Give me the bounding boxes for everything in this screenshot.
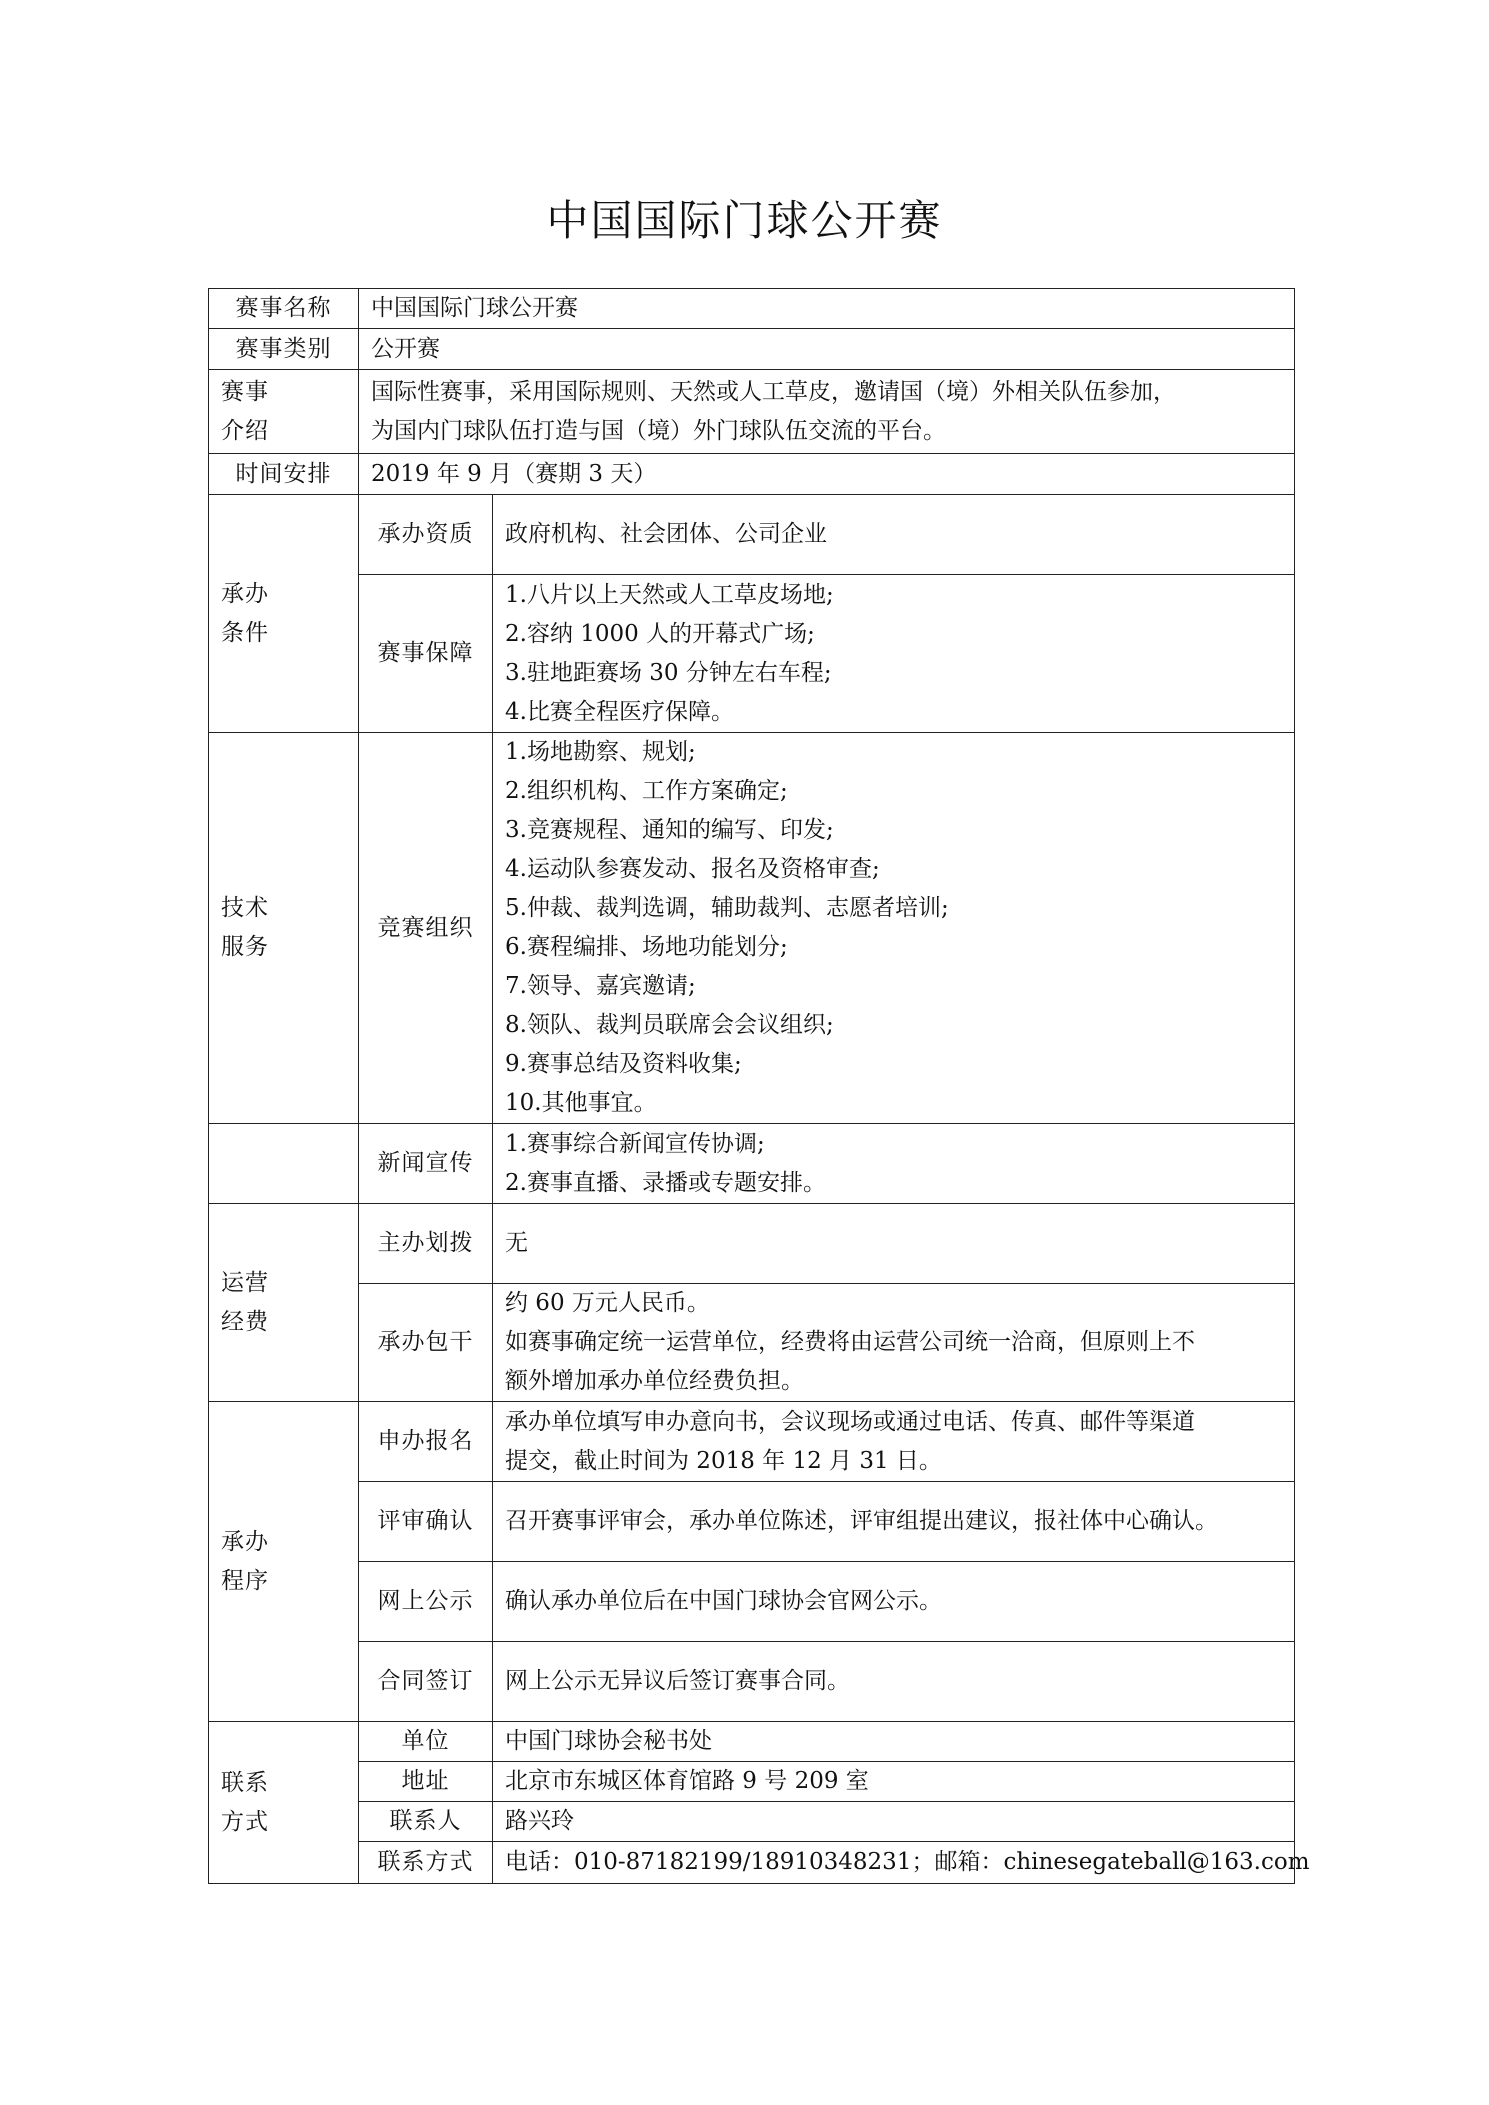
apply-line: 提交，截止时间为 2018 年 12 月 31 日。 (505, 1447, 942, 1474)
tech-service-label-line: 技术 (221, 895, 269, 921)
category-value: 公开赛 (359, 329, 1295, 370)
contact-label (209, 1722, 359, 1884)
row-event-name (209, 289, 1295, 329)
competition-org-item: 2.组织机构、工作方案确定; (505, 778, 788, 804)
contact-unit-label: 单位 (359, 1722, 493, 1762)
host-conditions-label (209, 495, 359, 733)
competition-org-list (493, 733, 1295, 1124)
news-item: 2.赛事直播、录播或专题安排。 (505, 1169, 826, 1196)
row-publish (209, 1562, 1295, 1642)
row-news (209, 1124, 1295, 1204)
competition-org-item: 6.赛程编排、场地功能划分; (505, 934, 788, 960)
review-label: 评审确认 (359, 1482, 493, 1562)
procedure-label-line: 承办 (221, 1528, 269, 1555)
contract-funding-label: 承办包干 (359, 1284, 493, 1402)
apply-label: 申办报名 (359, 1402, 493, 1482)
contact-unit-value: 中国门球协会秘书处 (493, 1722, 1295, 1762)
host-conditions-label-line: 条件 (221, 619, 269, 646)
row-guarantee (209, 575, 1295, 733)
tech-service-label-line: 服务 (221, 934, 269, 960)
publish-label: 网上公示 (359, 1562, 493, 1642)
competition-org-item: 9.赛事总结及资料收集; (505, 1051, 742, 1077)
sign-label: 合同签订 (359, 1642, 493, 1722)
row-contact-method (209, 1842, 1295, 1884)
row-schedule (209, 454, 1295, 495)
qualification-value: 政府机构、社会团体、公司企业 (493, 495, 1295, 575)
contract-funding-line: 如赛事确定统一运营单位，经费将由运营公司统一洽商，但原则上不 (505, 1329, 1195, 1355)
event-name-label: 赛事名称 (209, 289, 359, 329)
news-item: 1.赛事综合新闻宣传协调; (505, 1130, 765, 1157)
publish-value: 确认承办单位后在中国门球协会官网公示。 (493, 1562, 1295, 1642)
intro-label-line: 赛事 (221, 378, 269, 405)
contact-address-label: 地址 (359, 1762, 493, 1802)
intro-line: 为国内门球队伍打造与国（境）外门球队伍交流的平台。 (371, 417, 946, 444)
row-category (209, 329, 1295, 370)
competition-org-label: 竞赛组织 (359, 733, 493, 1124)
sponsor-funding-value: 无 (493, 1204, 1295, 1284)
procedure-label-line: 程序 (221, 1567, 269, 1594)
news-empty-cell (209, 1124, 359, 1204)
tech-service-label (209, 733, 359, 1124)
row-intro (209, 370, 1295, 454)
qualification-label: 承办资质 (359, 495, 493, 575)
category-label: 赛事类别 (209, 329, 359, 370)
procedure-label (209, 1402, 359, 1722)
intro-label (209, 370, 359, 454)
funding-label (209, 1204, 359, 1402)
guarantee-list (493, 575, 1295, 733)
contact-label-line: 方式 (221, 1808, 269, 1835)
competition-org-item: 3.竞赛规程、通知的编写、印发; (505, 817, 834, 843)
page-title: 中国国际门球公开赛 (546, 196, 943, 245)
review-value: 召开赛事评审会，承办单位陈述，评审组提出建议，报社体中心确认。 (493, 1482, 1295, 1562)
row-contact-person (209, 1802, 1295, 1842)
news-label: 新闻宣传 (359, 1124, 493, 1204)
funding-label-line: 运营 (221, 1269, 269, 1296)
competition-org-item: 7.领导、嘉宾邀请; (505, 973, 696, 999)
contact-address-value: 北京市东城区体育馆路 9 号 209 室 (493, 1762, 1295, 1802)
event-info-table (208, 288, 1310, 1884)
funding-label-line: 经费 (221, 1308, 269, 1335)
contract-funding-line: 额外增加承办单位经费负担。 (505, 1368, 804, 1394)
event-name-value: 中国国际门球公开赛 (359, 289, 1295, 329)
contract-funding-line: 约 60 万元人民币。 (505, 1290, 710, 1316)
row-qualification (209, 495, 1295, 575)
guarantee-item: 2.容纳 1000 人的开幕式广场; (505, 620, 815, 647)
guarantee-item: 1.八片以上天然或人工草皮场地; (505, 581, 834, 608)
news-list (493, 1124, 1295, 1204)
row-competition-org (209, 733, 1295, 1124)
contact-person-label: 联系人 (359, 1802, 493, 1842)
row-contract-funding (209, 1284, 1295, 1402)
guarantee-item: 3.驻地距赛场 30 分钟左右车程; (505, 659, 832, 686)
intro-line: 国际性赛事，采用国际规则、天然或人工草皮，邀请国（境）外相关队伍参加， (371, 378, 1176, 405)
row-contact-address (209, 1762, 1295, 1802)
competition-org-item: 5.仲裁、裁判选调，辅助裁判、志愿者培训; (505, 895, 949, 921)
competition-org-item: 4.运动队参赛发动、报名及资格审查; (505, 856, 880, 882)
schedule-value: 2019 年 9 月（赛期 3 天） (359, 454, 1295, 495)
intro-label-line: 介绍 (221, 417, 269, 444)
intro-value (359, 370, 1295, 454)
sponsor-funding-label: 主办划拨 (359, 1204, 493, 1284)
apply-line: 承办单位填写申办意向书，会议现场或通过电话、传真、邮件等渠道 (505, 1408, 1195, 1435)
contract-funding-value (493, 1284, 1295, 1402)
competition-org-item: 8.领队、裁判员联席会会议组织; (505, 1012, 834, 1038)
guarantee-label: 赛事保障 (359, 575, 493, 733)
contact-label-line: 联系 (221, 1769, 269, 1796)
competition-org-item: 10.其他事宜。 (505, 1090, 657, 1116)
host-conditions-label-line: 承办 (221, 580, 269, 607)
row-review (209, 1482, 1295, 1562)
guarantee-item: 4.比赛全程医疗保障。 (505, 698, 734, 725)
row-sign (209, 1642, 1295, 1722)
apply-value (493, 1402, 1295, 1482)
contact-method-label: 联系方式 (359, 1842, 493, 1884)
competition-org-item: 1.场地勘察、规划; (505, 739, 696, 765)
schedule-label: 时间安排 (209, 454, 359, 495)
sign-value: 网上公示无异议后签订赛事合同。 (493, 1642, 1295, 1722)
row-apply (209, 1402, 1295, 1482)
contact-method-value: 电话：010-87182199/18910348231；邮箱：chinesegateball@163.com (493, 1842, 1295, 1884)
row-contact-unit (209, 1722, 1295, 1762)
row-sponsor-funding (209, 1204, 1295, 1284)
contact-person-value: 路兴玲 (493, 1802, 1295, 1842)
